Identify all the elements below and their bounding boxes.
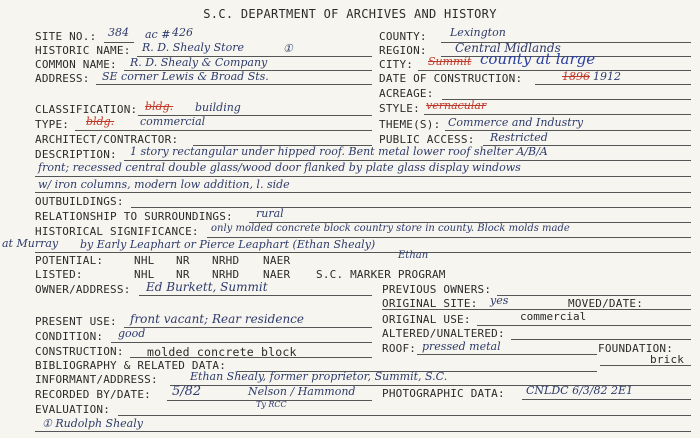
architect-label: ARCHITECT/CONTRACTOR: <box>35 133 179 146</box>
listed-naer: NAER <box>263 268 291 281</box>
style-struck-value: vernacular <box>426 99 487 112</box>
significance-label: HISTORICAL SIGNIFICANCE: <box>35 225 199 238</box>
potential-label: POTENTIAL: <box>35 254 104 267</box>
potential-nhl: NHL <box>134 254 155 267</box>
recorded-by-note: Ty RCC <box>256 400 287 409</box>
classification-label: CLASSIFICATION: <box>35 103 138 116</box>
present-use-underline <box>124 327 372 328</box>
style-underline <box>424 114 691 115</box>
theme-value: Commerce and Industry <box>448 116 584 129</box>
ac-value: 426 <box>172 26 193 39</box>
classification-struck-value: bldg. <box>145 100 174 113</box>
construction-value: molded concrete block <box>147 345 297 359</box>
owner-underline <box>139 295 372 296</box>
evaluation-label: EVALUATION: <box>35 403 111 416</box>
address-label: ADDRESS: <box>35 72 90 85</box>
moved-date-underline <box>645 309 691 310</box>
moved-date-label: MOVED/DATE: <box>568 297 644 310</box>
type-underline <box>75 130 372 131</box>
listed-nhl: NHL <box>134 268 155 281</box>
outbuildings-label: OUTBUILDINGS: <box>35 195 124 208</box>
city-struck-value: Summit <box>428 55 472 68</box>
style-label: STYLE: <box>379 102 420 115</box>
photographic-underline <box>522 399 691 400</box>
address-underline <box>96 84 372 85</box>
acreage-label: ACREAGE: <box>379 87 434 100</box>
significance-line-2: by Early Leaphart or Pierce Leaphart (Ethan Shealy) <box>80 238 376 251</box>
marker-program-label: S.C. MARKER PROGRAM <box>316 268 446 281</box>
date-value: 1912 <box>593 70 621 83</box>
condition-value: good <box>118 327 146 340</box>
original-use-value: commercial <box>520 310 587 323</box>
altered-label: ALTERED/UNALTERED: <box>382 327 505 340</box>
recorded-by-value: Nelson / Hammond <box>248 385 356 398</box>
date-struck-value: 1896 <box>562 70 590 83</box>
potential-naer: NAER <box>263 254 291 267</box>
condition-underline <box>111 342 372 343</box>
roof-underline <box>417 354 597 355</box>
type-struck-value: bldg. <box>86 115 115 128</box>
evaluation-underline-2 <box>35 431 691 432</box>
owner-label: OWNER/ADDRESS: <box>35 283 131 296</box>
description-label: DESCRIPTION: <box>35 148 117 161</box>
altered-underline <box>511 339 691 340</box>
description-line-2: front; recessed central double glass/wood door flanked by plate glass display windows <box>38 161 521 174</box>
significance-ethan: Ethan <box>398 250 429 261</box>
original-site-label: ORIGINAL SITE: <box>382 297 478 310</box>
roof-label: ROOF: <box>382 342 417 355</box>
region-value: Central Midlands <box>455 41 561 55</box>
original-site-value: yes <box>490 294 509 307</box>
significance-line-1: only molded concrete block country store in county. Block molds made <box>211 223 570 234</box>
common-name-label: COMMON NAME: <box>35 58 117 71</box>
historic-name-label: HISTORIC NAME: <box>35 44 131 57</box>
foundation-value: brick <box>650 353 685 366</box>
outbuildings-underline <box>131 207 691 208</box>
listed-label: LISTED: <box>35 268 83 281</box>
date-underline <box>535 84 691 85</box>
city-label: CITY: <box>379 58 414 71</box>
owner-value: Ed Burkett, Summit <box>146 280 268 294</box>
previous-owners-underline <box>497 295 691 296</box>
previous-owners-label: PREVIOUS OWNERS: <box>382 283 492 296</box>
description-underline-3 <box>35 192 691 193</box>
potential-nr: NR <box>176 254 190 267</box>
recorded-by-label: RECORDED BY/DATE: <box>35 388 151 401</box>
informant-value: Ethan Shealy, former proprietor, Summit, S.C. <box>190 370 448 383</box>
recorded-date-value: 5/82 <box>172 384 202 399</box>
classification-value: building <box>195 101 241 114</box>
historic-name-note: ① <box>283 42 293 55</box>
relationship-value: rural <box>256 207 284 220</box>
relationship-label: RELATIONSHIP TO SURROUNDINGS: <box>35 210 233 223</box>
significance-margin-note: at Murray <box>2 237 59 250</box>
photographic-value: CNLDC 6/3/82 2E1 <box>526 384 634 397</box>
address-value: SE corner Lewis & Broad Sts. <box>102 70 269 83</box>
informant-label: INFORMANT/ADDRESS: <box>35 373 158 386</box>
city-value: county at large <box>480 50 596 68</box>
photographic-label: PHOTOGRAPHIC DATA: <box>382 387 505 400</box>
evaluation-value: ① Rudolph Shealy <box>42 417 143 430</box>
foundation-label: FOUNDATION: <box>598 342 674 355</box>
present-use-label: PRESENT USE: <box>35 315 117 328</box>
city-underline <box>418 70 691 71</box>
region-label: REGION: <box>379 44 427 57</box>
historic-name-value: R. D. Shealy Store <box>142 41 244 54</box>
construction-label: CONSTRUCTION: <box>35 345 124 358</box>
card-title: S.C. DEPARTMENT OF ARCHIVES AND HISTORY <box>203 7 497 21</box>
description-line-1: 1 story rectangular under hipped roof. Bent metal lower roof shelter A/B/A <box>130 145 548 158</box>
theme-underline <box>445 130 691 131</box>
present-use-value: front vacant; Rear residence <box>130 312 304 326</box>
date-label: DATE OF CONSTRUCTION: <box>379 72 523 85</box>
county-label: COUNTY: <box>379 30 427 43</box>
county-value: Lexington <box>450 26 506 39</box>
description-underline-2 <box>35 176 691 177</box>
site-no-label: SITE NO.: <box>35 30 97 43</box>
type-value: commercial <box>140 115 206 128</box>
site-no-underline <box>104 42 134 43</box>
listed-nr: NR <box>176 268 190 281</box>
original-use-label: ORIGINAL USE: <box>382 313 471 326</box>
original-use-underline <box>477 325 691 326</box>
type-label: TYPE: <box>35 118 70 131</box>
description-line-3: w/ iron columns, modern low addition, l. side <box>38 178 290 191</box>
potential-nrhd: NRHD <box>212 254 240 267</box>
common-name-value: R. D. Shealy & Company <box>130 56 268 69</box>
roof-value: pressed metal <box>422 340 501 353</box>
listed-nrhd: NRHD <box>212 268 240 281</box>
public-access-value: Restricted <box>490 131 548 144</box>
ac-label: ac # <box>145 28 171 41</box>
condition-label: CONDITION: <box>35 330 104 343</box>
evaluation-underline <box>118 415 691 416</box>
site-no-value: 384 <box>108 26 129 39</box>
significance-underline-2 <box>35 252 691 253</box>
bibliography-label: BIBLIOGRAPHY & RELATED DATA: <box>35 359 227 372</box>
public-access-label: PUBLIC ACCESS: <box>379 133 475 146</box>
theme-label: THEME(S): <box>379 118 441 131</box>
